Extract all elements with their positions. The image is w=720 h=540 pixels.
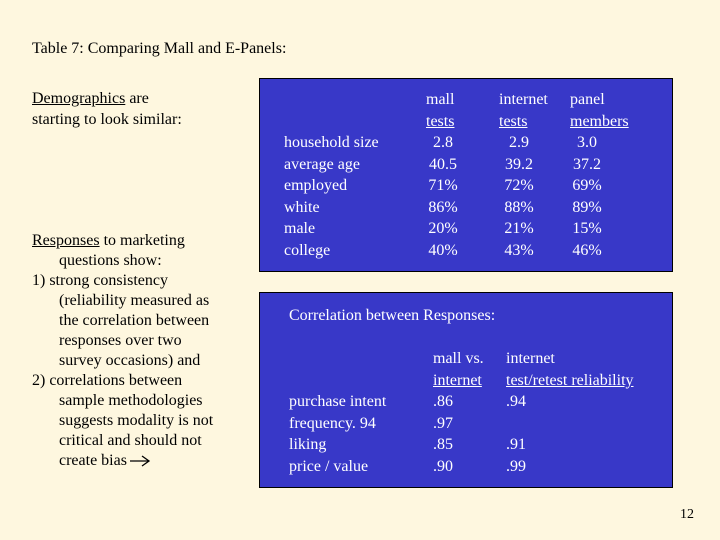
table-cell: 20% (428, 220, 458, 237)
table-cell: .91 (506, 436, 526, 453)
correlation-table-panel (259, 292, 673, 488)
table-cell: .85 (433, 436, 453, 453)
demographics-rest: are (125, 90, 149, 107)
correlation-heading: Correlation between Responses: (289, 307, 496, 324)
responses-note (32, 231, 213, 471)
arrow-right-icon (129, 455, 151, 467)
demographics-underlined: Demographics (32, 90, 126, 107)
col-values-panel-members (565, 132, 609, 261)
row-label-college: college (284, 241, 331, 259)
responses-line: sample methodologies (59, 392, 203, 409)
responses-underlined: Responses (32, 232, 100, 249)
table-cell: 86% (428, 198, 458, 216)
col-header-line2: internet (433, 372, 482, 389)
correlation-row-labels (289, 391, 386, 477)
col-values-mall-tests (422, 132, 464, 261)
col-header-line2: members (570, 113, 629, 130)
row-label-household-size: household size (284, 134, 379, 151)
responses-line-last (32, 451, 213, 471)
responses-line: 1) strong consistency (32, 272, 168, 289)
table-cell: 37.2 (573, 155, 601, 173)
table-cell: 2.8 (433, 134, 453, 151)
col-header-line1: mall vs. (433, 350, 484, 367)
table-cell: 39.2 (505, 155, 533, 173)
table-cell: 71% (428, 177, 458, 194)
responses-line: critical and should not (59, 432, 202, 449)
row-label-purchase-intent: purchase intent (289, 393, 387, 410)
col-header-line1: internet (499, 91, 548, 108)
col-header-line1: panel (570, 91, 605, 108)
table-cell: 89% (572, 198, 602, 216)
row-label-frequency: frequency. 94 (289, 414, 376, 432)
row-label-price-value: price / value (289, 457, 369, 475)
row-label-average-age: average age (284, 155, 360, 173)
page-number: 12 (680, 507, 694, 522)
col-header-line1: mall (426, 91, 455, 108)
table-cell: 15% (572, 220, 602, 237)
col-header-panel-members (570, 89, 629, 133)
demographics-row-labels (284, 132, 379, 261)
row-label-male: male (284, 220, 316, 237)
table-cell: 2.9 (509, 134, 529, 151)
responses-line: questions show: (59, 252, 162, 269)
table-cell: .90 (433, 457, 453, 475)
col-header-line2: test/retest reliability (506, 372, 634, 389)
col-values-mall-vs-internet (433, 391, 453, 477)
col-values-internet-tests (497, 132, 541, 261)
slide-title: Table 7: Comparing Mall and E-Panels: (32, 40, 287, 57)
responses-line: responses over two (59, 332, 182, 349)
table-cell: 21% (504, 220, 534, 237)
col-header-line2: tests (499, 113, 528, 130)
row-label-liking: liking (289, 436, 327, 453)
table-cell: 40.5 (429, 155, 457, 173)
responses-line: survey occasions) and (59, 352, 201, 369)
table-cell: 88% (504, 198, 534, 216)
table-cell: .86 (433, 393, 453, 410)
col-header-line2: tests (426, 113, 455, 130)
table-cell: 40% (428, 241, 458, 259)
responses-line: (reliability measured as (59, 292, 210, 309)
table-cell: 43% (504, 241, 534, 259)
responses-line: the correlation between (59, 312, 210, 329)
responses-rest: to marketing (99, 232, 185, 249)
col-header-internet-reliability (506, 348, 634, 392)
demographics-note-line2: starting to look similar: (32, 111, 182, 128)
demographics-note-line1 (32, 89, 149, 109)
table-cell (506, 413, 526, 435)
col-header-line1: internet (506, 350, 555, 367)
responses-line-first (32, 231, 213, 251)
table-cell: 72% (504, 177, 534, 194)
row-label-employed: employed (284, 177, 348, 194)
col-header-internet-tests (499, 89, 548, 133)
col-header-mall-vs-internet (433, 348, 484, 392)
col-header-mall-tests (426, 89, 454, 133)
row-label-white: white (284, 198, 320, 216)
table-cell: .94 (506, 393, 526, 410)
table-cell: 3.0 (577, 134, 597, 151)
responses-line: 2) correlations between (32, 372, 183, 389)
table-cell: .99 (506, 457, 526, 475)
responses-last-text: create bias (59, 452, 127, 469)
col-values-internet-reliability (506, 391, 526, 477)
table-cell: .97 (433, 414, 453, 432)
demographics-table-panel (259, 78, 673, 272)
table-cell: 46% (572, 241, 602, 259)
responses-line: suggests modality is not (59, 412, 214, 429)
table-cell: 69% (572, 177, 602, 194)
